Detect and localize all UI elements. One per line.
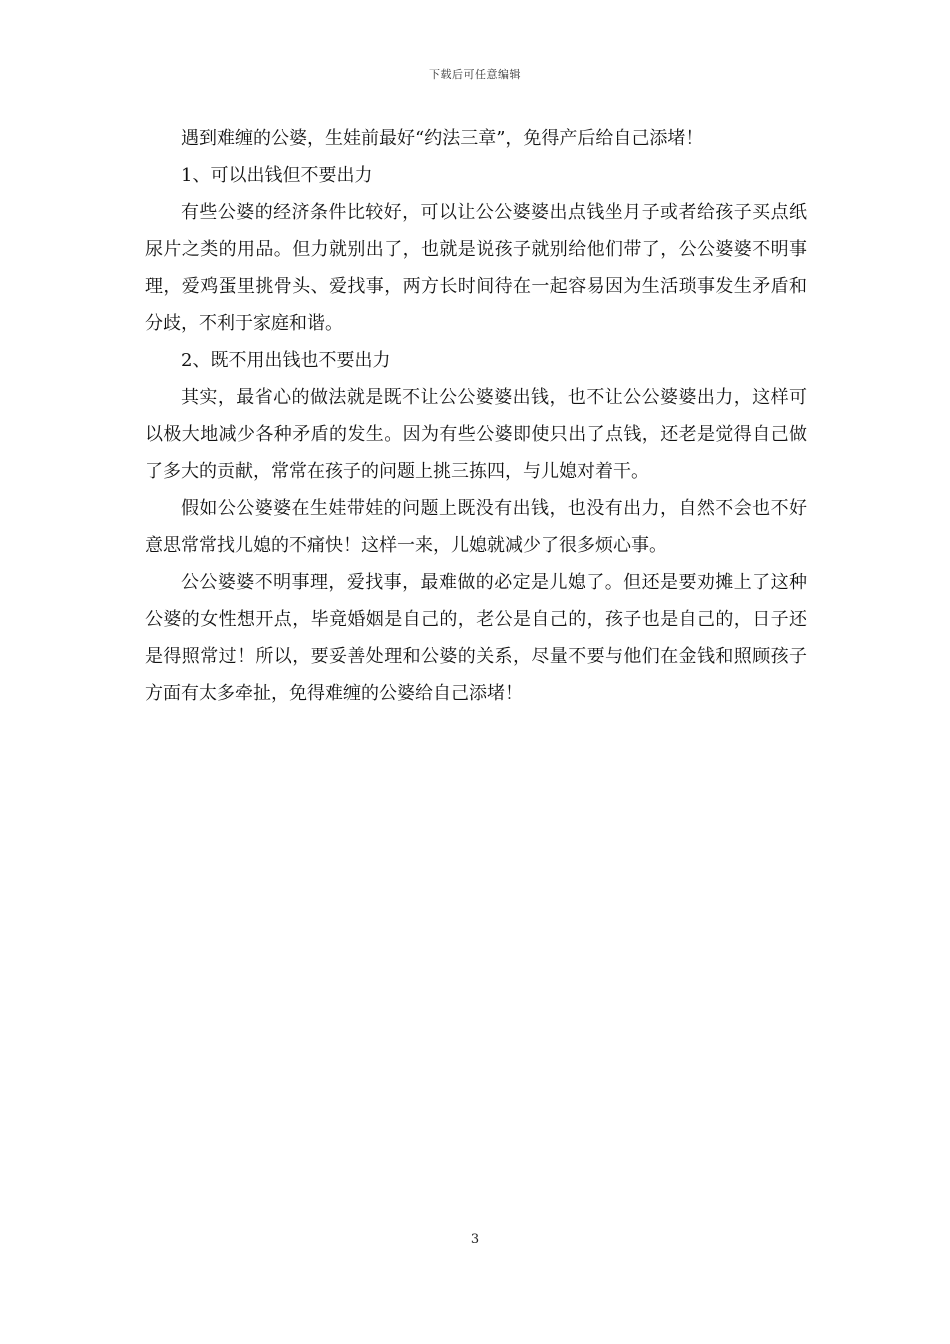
section-heading-1: 1、可以出钱但不要出力: [181, 165, 373, 186]
paragraph-section-1: 有些公婆的经济条件比较好，可以让公公婆婆出点钱坐月子或者给孩子买点纸尿片之类的用品。但力就别出了，也就是说孩子就别给他们带了，公公婆婆不明事理，爱鸡蛋里挑骨头、爱找事，两方长时间待在一起容易因为生活琐事发生矛盾和分歧，不利于家庭和谐。: [145, 202, 807, 334]
section-heading-2: 2、既不用出钱也不要出力: [181, 350, 391, 371]
document-body: [145, 120, 807, 712]
page-number: 3: [470, 1232, 480, 1247]
paragraph-section-2b: 假如公公婆婆在生娃带娃的问题上既没有出钱，也没有出力，自然不会也不好意思常常找儿媳的不痛快！这样一来，儿媳就减少了很多烦心事。: [145, 498, 807, 556]
paragraph-section-2a: 其实，最省心的做法就是既不让公公婆婆出钱，也不让公公婆婆出力，这样可以极大地减少各种矛盾的发生。因为有些公婆即使只出了点钱，还老是觉得自己做了多大的贡献，常常在孩子的问题上挑三拣四，与儿媳对着干。: [145, 387, 807, 482]
page-header: 下载后可任意编辑: [429, 68, 521, 81]
paragraph-conclusion: 公公婆婆不明事理，爱找事，最难做的必定是儿媳了。但还是要劝摊上了这种公婆的女性想开点，毕竟婚姻是自己的，老公是自己的，孩子也是自己的，日子还是得照常过！所以，要妥善处理和公婆的关系，尽量不要与他们在金钱和照顾孩子方面有太多牵扯，免得难缠的公婆给自己添堵！: [145, 572, 807, 704]
paragraph-intro: 遇到难缠的公婆，生娃前最好“约法三章”，免得产后给自己添堵！: [181, 128, 704, 149]
